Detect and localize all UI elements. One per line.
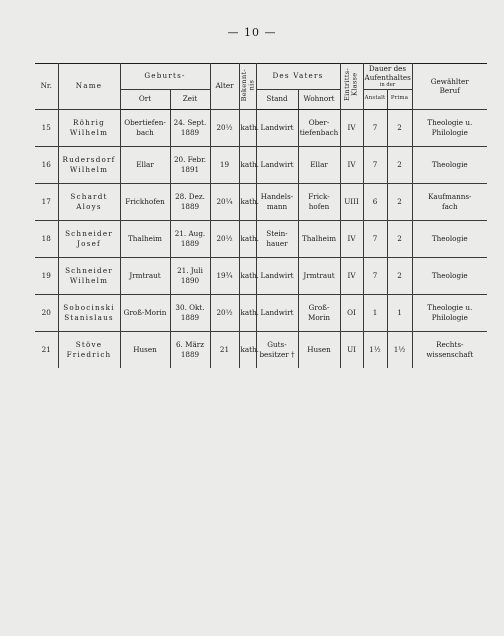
cell-nr: 15	[35, 109, 58, 146]
cell-nr: 21	[35, 331, 58, 368]
cell-ort: Husen	[120, 331, 170, 368]
bekenntnis-label: Bekennt- nis	[239, 68, 256, 102]
cell-name: Schardt Aloys	[58, 183, 120, 220]
cell-name: Stöve Friedrich	[58, 331, 120, 368]
col-dauer-header	[363, 64, 412, 90]
cell-anstalt: 1	[363, 294, 387, 331]
cell-prima: 2	[387, 220, 412, 257]
cell-anstalt: 7	[363, 146, 387, 183]
cell-bekenntnis: kath.	[239, 146, 256, 183]
table-row	[35, 257, 487, 294]
cell-alter: 19¾	[210, 257, 239, 294]
cell-bekenntnis: kath.	[239, 109, 256, 146]
cell-stand: Landwirt	[256, 294, 298, 331]
cell-zeit: 6. März 1889	[170, 331, 210, 368]
cell-name: Sobocinski Stanislaus	[58, 294, 120, 331]
table-row	[35, 183, 487, 220]
cell-stand: Landwirt	[256, 257, 298, 294]
col-zeit-header: Zeit	[170, 89, 210, 109]
cell-stand: Landwirt	[256, 146, 298, 183]
cell-bekenntnis: kath.	[239, 294, 256, 331]
cell-nr: 17	[35, 183, 58, 220]
cell-klasse: OI	[340, 294, 363, 331]
dauer-line1: Dauer des	[368, 64, 407, 73]
col-wohnort-header: Wohnort	[298, 89, 340, 109]
cell-name: Röhrig Wilhelm	[58, 109, 120, 146]
table-row	[35, 109, 487, 146]
cell-nr: 18	[35, 220, 58, 257]
cell-wohnort: Thalheim	[298, 220, 340, 257]
cell-beruf: Theologie	[412, 257, 487, 294]
cell-alter: 20½	[210, 220, 239, 257]
cell-beruf: Theologie	[412, 146, 487, 183]
cell-wohnort: Jrmtraut	[298, 257, 340, 294]
cell-anstalt: 1½	[363, 331, 387, 368]
table-row	[35, 331, 487, 368]
graduates-table	[35, 63, 487, 368]
table-row	[35, 294, 487, 331]
table-body	[35, 109, 487, 368]
cell-name: Schneider Wilhelm	[58, 257, 120, 294]
cell-bekenntnis: kath.	[239, 257, 256, 294]
dauer-line3: in der	[379, 82, 396, 88]
eintritts-klasse-label: Eintritts- Klasse	[342, 68, 359, 102]
cell-alter: 20¼	[210, 183, 239, 220]
cell-nr: 16	[35, 146, 58, 183]
cell-name: Rudersdorf Wilhelm	[58, 146, 120, 183]
cell-prima: 2	[387, 146, 412, 183]
col-geburts-header: Geburts-	[120, 64, 210, 90]
cell-prima: 1½	[387, 331, 412, 368]
table-row	[35, 220, 487, 257]
dauer-line2: Aufenthaltes	[364, 73, 411, 82]
cell-beruf: Rechts- wissenschaft	[412, 331, 487, 368]
cell-wohnort: Ober- tiefenbach	[298, 109, 340, 146]
col-beruf-header: Gewählter Beruf	[412, 64, 487, 110]
col-des-vaters-header: Des Vaters	[256, 64, 340, 90]
cell-stand: Landwirt	[256, 109, 298, 146]
cell-name: Schneider Josef	[58, 220, 120, 257]
cell-prima: 1	[387, 294, 412, 331]
cell-zeit: 21. Aug. 1889	[170, 220, 210, 257]
cell-stand: Guts- besitzer †	[256, 331, 298, 368]
cell-alter: 21	[210, 331, 239, 368]
cell-ort: Frickhofen	[120, 183, 170, 220]
cell-zeit: 20. Febr. 1891	[170, 146, 210, 183]
cell-klasse: UIII	[340, 183, 363, 220]
col-nr-header: Nr.	[35, 64, 58, 110]
cell-prima: 2	[387, 109, 412, 146]
cell-bekenntnis: kath.	[239, 331, 256, 368]
page-number: — 10 —	[227, 26, 277, 39]
cell-prima: 2	[387, 257, 412, 294]
cell-wohnort: Ellar	[298, 146, 340, 183]
cell-wohnort: Groß- Morin	[298, 294, 340, 331]
cell-anstalt: 7	[363, 220, 387, 257]
cell-stand: Handels- mann	[256, 183, 298, 220]
cell-stand: Stein- hauer	[256, 220, 298, 257]
cell-ort: Jrmtraut	[120, 257, 170, 294]
cell-alter: 19	[210, 146, 239, 183]
cell-anstalt: 7	[363, 257, 387, 294]
table-row	[35, 146, 487, 183]
cell-anstalt: 6	[363, 183, 387, 220]
cell-alter: 20½	[210, 294, 239, 331]
col-ort-header: Ort	[120, 89, 170, 109]
cell-zeit: 24. Sept. 1889	[170, 109, 210, 146]
cell-anstalt: 7	[363, 109, 387, 146]
cell-zeit: 30. Okt. 1889	[170, 294, 210, 331]
cell-klasse: IV	[340, 146, 363, 183]
cell-nr: 20	[35, 294, 58, 331]
cell-nr: 19	[35, 257, 58, 294]
col-bekenntnis-header	[239, 64, 256, 110]
cell-klasse: UI	[340, 331, 363, 368]
cell-zeit: 21. Juli 1890	[170, 257, 210, 294]
cell-prima: 2	[387, 183, 412, 220]
col-prima-header: Prima	[387, 89, 412, 109]
cell-klasse: IV	[340, 220, 363, 257]
cell-beruf: Kaufmanns- fach	[412, 183, 487, 220]
cell-beruf: Theologie u. Philologie	[412, 294, 487, 331]
col-name-header: Name	[58, 64, 120, 110]
col-anstalt-header: Anstalt	[363, 89, 387, 109]
cell-ort: Ellar	[120, 146, 170, 183]
cell-beruf: Theologie	[412, 220, 487, 257]
cell-beruf: Theologie u. Philologie	[412, 109, 487, 146]
col-alter-header: Alter	[210, 64, 239, 110]
cell-bekenntnis: kath.	[239, 183, 256, 220]
col-eintritts-klasse-header	[340, 64, 363, 110]
cell-klasse: IV	[340, 109, 363, 146]
cell-wohnort: Husen	[298, 331, 340, 368]
col-stand-header: Stand	[256, 89, 298, 109]
cell-zeit: 28. Dez. 1889	[170, 183, 210, 220]
table-header	[35, 64, 487, 110]
cell-alter: 20½	[210, 109, 239, 146]
cell-ort: Groß-Morin	[120, 294, 170, 331]
cell-wohnort: Frick- hofen	[298, 183, 340, 220]
cell-ort: Obertiefen- bach	[120, 109, 170, 146]
cell-bekenntnis: kath.	[239, 220, 256, 257]
cell-klasse: IV	[340, 257, 363, 294]
cell-ort: Thalheim	[120, 220, 170, 257]
